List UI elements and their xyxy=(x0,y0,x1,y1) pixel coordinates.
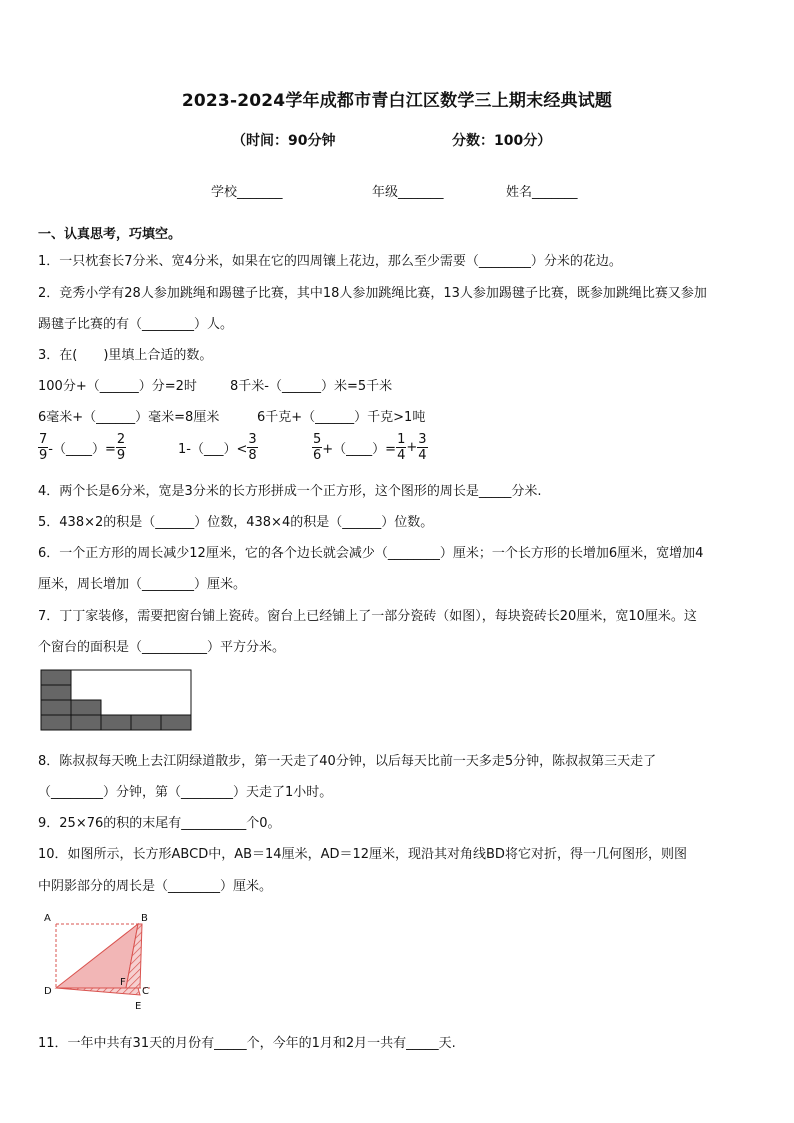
fraction: $\frac{5}{6}$ xyxy=(313,432,322,463)
fraction: $\frac{2}{9}$ xyxy=(116,432,126,463)
question-3-row-1a: 100分+（______）分=2时 xyxy=(38,379,197,394)
question-2-line-2: 踢毽子比赛的有（________）人。 xyxy=(38,317,234,332)
question-3-row-1b: 8千米-（______）米=5千米 xyxy=(230,379,393,394)
label-b: B xyxy=(141,913,148,924)
section-heading: 一、认真思考，巧填空。 xyxy=(38,227,182,242)
grade-field: 年级_______ xyxy=(372,185,444,200)
label-c: C xyxy=(142,986,149,997)
folded-rectangle-figure xyxy=(38,908,168,1016)
question-9: 9．25×76的积的末尾有__________个0。 xyxy=(38,816,281,831)
question-5: 5．438×2的积是（______）位数，438×4的积是（______）位数。 xyxy=(38,515,434,530)
tile xyxy=(41,685,71,700)
school-field: 学校_______ xyxy=(211,185,283,200)
question-2-line-1: 2．竞秀小学有28人参加跳绳和踢毽子比赛，其中18人参加跳绳比赛，13人参加踢毽子比赛，既参加跳绳比赛又参加 xyxy=(38,286,707,301)
label-d: D xyxy=(44,986,52,997)
question-6-line-2: 厘米，周长增加（________）厘米。 xyxy=(38,577,247,592)
tile xyxy=(161,715,191,730)
question-3-fraction-2: 1-（___）< $\frac{3}{8}$ xyxy=(178,432,257,463)
question-11: 11．一年中共有31天的月份有_____个，今年的1月和2月一共有_____天. xyxy=(38,1036,456,1051)
question-10-line-1: 10．如图所示，长方形ABCD中，AB＝14厘米，AD＝12厘米，现沿其对角线BD将它对折，得一几何图形，则图 xyxy=(38,847,687,862)
question-10-line-2: 中阴影部分的周长是（________）厘米。 xyxy=(38,879,273,894)
question-4: 4．两个长是6分米，宽是3分米的长方形拼成一个正方形，这个图形的周长是_____分米. xyxy=(38,484,542,499)
exam-time: （时间：90分钟 xyxy=(232,133,336,149)
exam-score: 分数：100分） xyxy=(452,133,552,149)
label-e: E xyxy=(135,1001,142,1012)
question-8-line-2: （________）分钟，第（________）天走了1小时。 xyxy=(38,785,333,800)
tile xyxy=(41,715,71,730)
page-title: 2023-2024学年成都市青白江区数学三上期末经典试题 xyxy=(181,91,613,111)
hatched-bottom-strip xyxy=(56,988,140,995)
tile xyxy=(41,700,71,715)
question-7-line-2: 个窗台的面积是（__________）平方分米。 xyxy=(38,640,286,655)
question-1: 1．一只枕套长7分米、宽4分米，如果在它的四周镶上花边，那么至少需要（________）分米的花边。 xyxy=(38,254,622,269)
fraction: $\frac{3}{8}$ xyxy=(248,432,257,463)
label-f: F xyxy=(120,977,126,988)
fraction: $\frac{3}{4}$ xyxy=(418,432,427,463)
windowsill-tile-figure xyxy=(40,669,194,733)
question-3-intro: 3．在( )里填上合适的数。 xyxy=(38,348,213,363)
name-field: 姓名_______ xyxy=(506,185,578,200)
tile xyxy=(101,715,131,730)
question-3-fraction-1: $\frac{7}{9}$ -（____）= $\frac{2}{9}$ xyxy=(39,432,126,463)
tile xyxy=(71,715,101,730)
question-3-fraction-3: $\frac{5}{6}$ +（____）= $\frac{1}{4}$ + $\frac{3}{4}$ xyxy=(313,432,427,463)
question-7-line-1: 7．丁丁家装修，需要把窗台铺上瓷砖。窗台上已经铺上了一部分瓷砖（如图），每块瓷砖长20厘米，宽10厘米。这 xyxy=(38,609,697,624)
label-a: A xyxy=(44,913,51,924)
tile xyxy=(131,715,161,730)
question-3-row-2b: 6千克+（______）千克>1吨 xyxy=(257,410,426,425)
tile xyxy=(71,700,101,715)
question-6-line-1: 6．一个正方形的周长减少12厘米，它的各个边长就会减少（________）厘米；一个长方形的长增加6厘米，宽增加4 xyxy=(38,546,704,561)
question-8-line-1: 8．陈叔叔每天晚上去江阴绿道散步，第一天走了40分钟，以后每天比前一天多走5分钟，陈叔叔第三天走了 xyxy=(38,754,657,769)
fraction: $\frac{7}{9}$ xyxy=(39,432,48,463)
question-3-row-2a: 6毫米+（______）毫米=8厘米 xyxy=(38,410,220,425)
tile xyxy=(41,670,71,685)
fraction: $\frac{1}{4}$ xyxy=(397,432,406,463)
